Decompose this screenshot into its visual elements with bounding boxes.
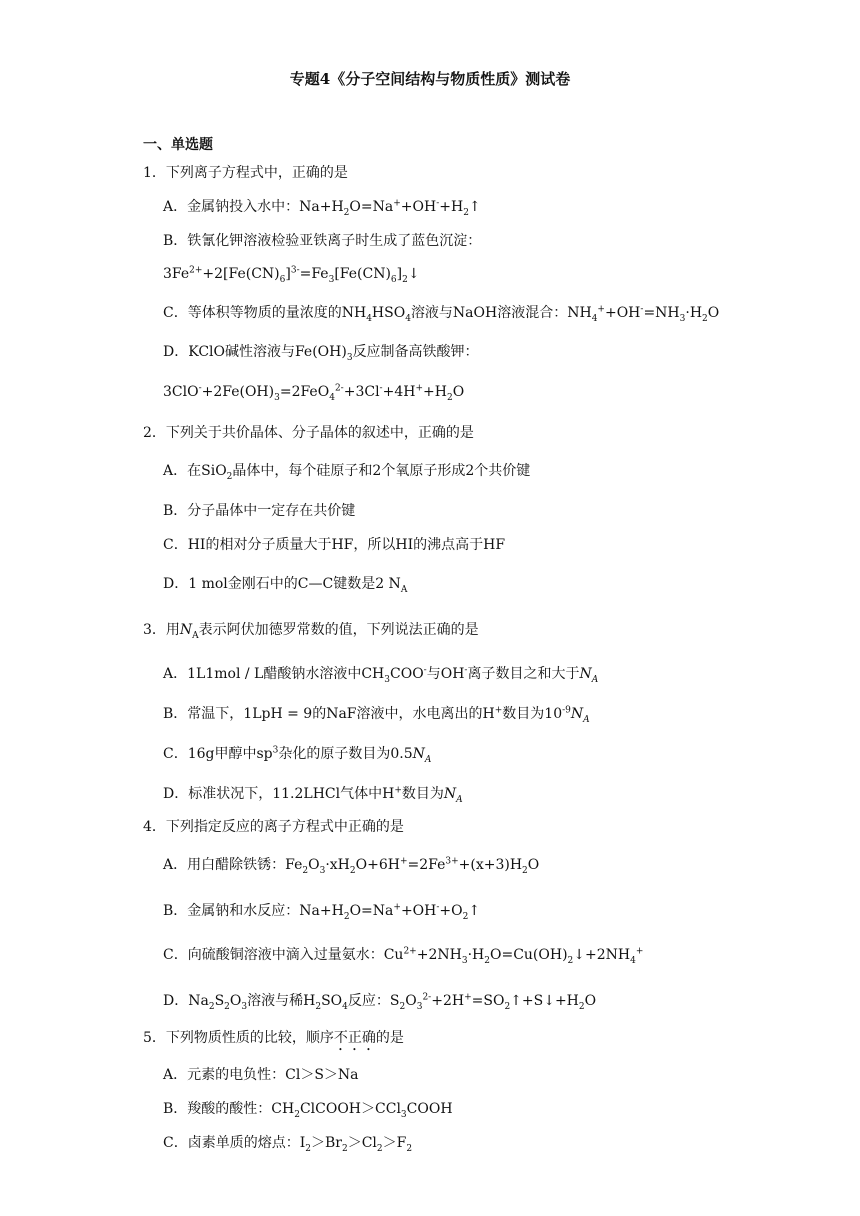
document-title: 专题4《分子空间结构与物质性质》测试卷 (289, 70, 571, 88)
q3-option-d: D．标准状况下，11.2LHCl气体中H+数目为$N_A$ (163, 785, 463, 805)
q4-option-b: B．金属钠和水反应：$Na+H_2O=Na^++OH^-+O_2↑$ (163, 902, 481, 922)
question-number: 1． (143, 165, 166, 181)
question-number: 5． (143, 1030, 166, 1046)
question-stem: 下列关于共价晶体、分子晶体的叙述中，正确的是 (165, 425, 474, 441)
q1-option-a: A．金属钠投入水中：$Na+H_2O=Na^++OH^-+H_2↑$ (163, 198, 481, 218)
q2-option-a: A．在SiO$_2$晶体中，每个硅原子和2个氧原子形成2个共价键 (163, 463, 531, 482)
q3-option-a: A．1L1mol / L醋酸钠水溶液中$CH_3COO^-$与OH-离子数目之和大于$N_A$ (163, 665, 599, 685)
q3-option-c: C．16g甲醇中$sp^3$杂化的原子数目为$0.5N_A$ (163, 745, 432, 765)
q5-option-b: B．羧酸的酸性：$CH_2ClCOOH>CCl_3COOH$ (163, 1101, 453, 1120)
question-1 (143, 164, 348, 182)
q1-option-c: C．等体积等物质的量浓度的$NH_4HSO_4$溶液与NaOH溶液混合：$NH_4^++OH^-=NH_3\cdot H_2O$ (163, 304, 720, 324)
q1-option-d: D．KClO碱性溶液与$Fe(OH)_3$反应制备高铁酸钾： (163, 344, 479, 363)
question-2 (143, 424, 474, 442)
q3-option-b: B．常温下，1LpH = 9的NaF溶液中，水电离出的H+数目为$10^{-9}N_A$ (163, 705, 590, 725)
q2-option-d: D．1 mol金刚石中的C—C键数是2 $N_A$ (163, 576, 408, 595)
question-number: 3． (143, 622, 166, 638)
section-heading: 一、单选题 (143, 137, 213, 153)
q1-option-b: B．铁氰化钾溶液检验亚铁离子时生成了蓝色沉淀： (163, 233, 482, 249)
question-number: 4． (143, 819, 166, 835)
question-number: 2． (143, 425, 166, 441)
q4-option-c: C．向硫酸铜溶液中滴入过量氨水：$Cu^{2+}+2NH_3\cdot H_2O=Cu(OH)_2↓+2NH_4^+$ (163, 946, 644, 966)
q1-option-b-cont: $3Fe^{2+}+2[Fe(CN)_6]^{3-}=Fe_3[Fe(CN)_6]_2↓$ (163, 265, 420, 285)
q5-option-c: C．卤素单质的熔点：$I_2>Br_2>Cl_2>F_2$ (163, 1135, 413, 1154)
question-4 (143, 818, 404, 836)
question-5: 5．下列物质性质的比较，顺序不正确的是 (143, 1030, 404, 1046)
question-stem: 下列离子方程式中，正确的是 (165, 165, 348, 181)
q5-option-a: A．元素的电负性：Cl＞S＞Na (163, 1067, 359, 1083)
q2-option-b: B．分子晶体中一定存在共价键 (163, 503, 356, 519)
question-3: 3．用$N_A$表示阿伏加德罗常数的值，下列说法正确的是 (143, 622, 479, 641)
q2-option-c: C．HI的相对分子质量大于HF，所以HI的沸点高于HF (163, 537, 506, 553)
question-stem: 下列指定反应的离子方程式中正确的是 (165, 819, 404, 835)
q1-option-d-cont: $3ClO^-+2Fe(OH)_3=2FeO_4^{2-}+3Cl^-+4H^++H_2O$ (163, 383, 465, 403)
q4-option-a: A．用白醋除铁锈：$Fe_2O_3\cdot xH_2O+6H^+=2Fe^{3+}+(x+3)H_2O$ (163, 856, 540, 876)
q4-option-d: D．$Na_2S_2O_3$溶液与稀$H_2SO_4$反应：$S_2O_3^{2-}+2H^+=SO_2↑+S↓+H_2O$ (163, 992, 597, 1012)
